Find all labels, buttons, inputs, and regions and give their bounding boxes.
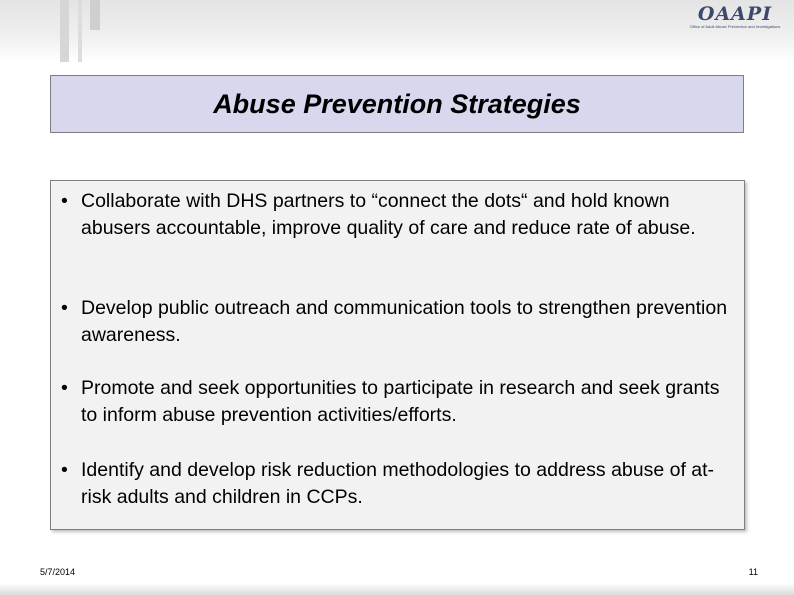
header-stripe	[60, 0, 69, 62]
bullet-icon: •	[61, 190, 68, 212]
bullet-text: Develop public outreach and communication tools to strengthen prevention awareness.	[81, 297, 728, 346]
title-box	[50, 75, 744, 133]
page-number: 11	[748, 567, 758, 577]
bullet-text: Identify and develop risk reduction methodologies to address abuse of at-risk adults and children in CCPs.	[81, 459, 715, 508]
bullet-item	[61, 188, 741, 242]
slide-title: Abuse Prevention Strategies	[213, 88, 581, 119]
header-band	[0, 0, 794, 62]
organization-logo	[680, 4, 790, 38]
bullet-item	[61, 295, 741, 349]
bullet-icon: •	[61, 377, 68, 399]
bullet-icon: •	[61, 459, 68, 481]
header-stripe	[90, 0, 100, 30]
bullet-item	[61, 375, 741, 429]
bullet-item	[61, 457, 741, 511]
content-box	[50, 180, 745, 530]
logo-subtitle: Office of Adult Abuse Prevention and Investigations	[689, 24, 781, 29]
bullet-icon: •	[61, 297, 68, 319]
logo-mark: OAAPI	[697, 3, 773, 25]
bullet-text: Promote and seek opportunities to participate in research and seek grants to inform abuse prevention activities/efforts.	[81, 377, 720, 426]
footer-band	[0, 583, 794, 595]
bullet-text: Collaborate with DHS partners to “connect the dots“ and hold known abusers accountable, improve quality of care and reduce rate of abuse.	[81, 190, 696, 239]
footer-date: 5/7/2014	[40, 567, 76, 577]
header-stripe	[78, 0, 82, 62]
